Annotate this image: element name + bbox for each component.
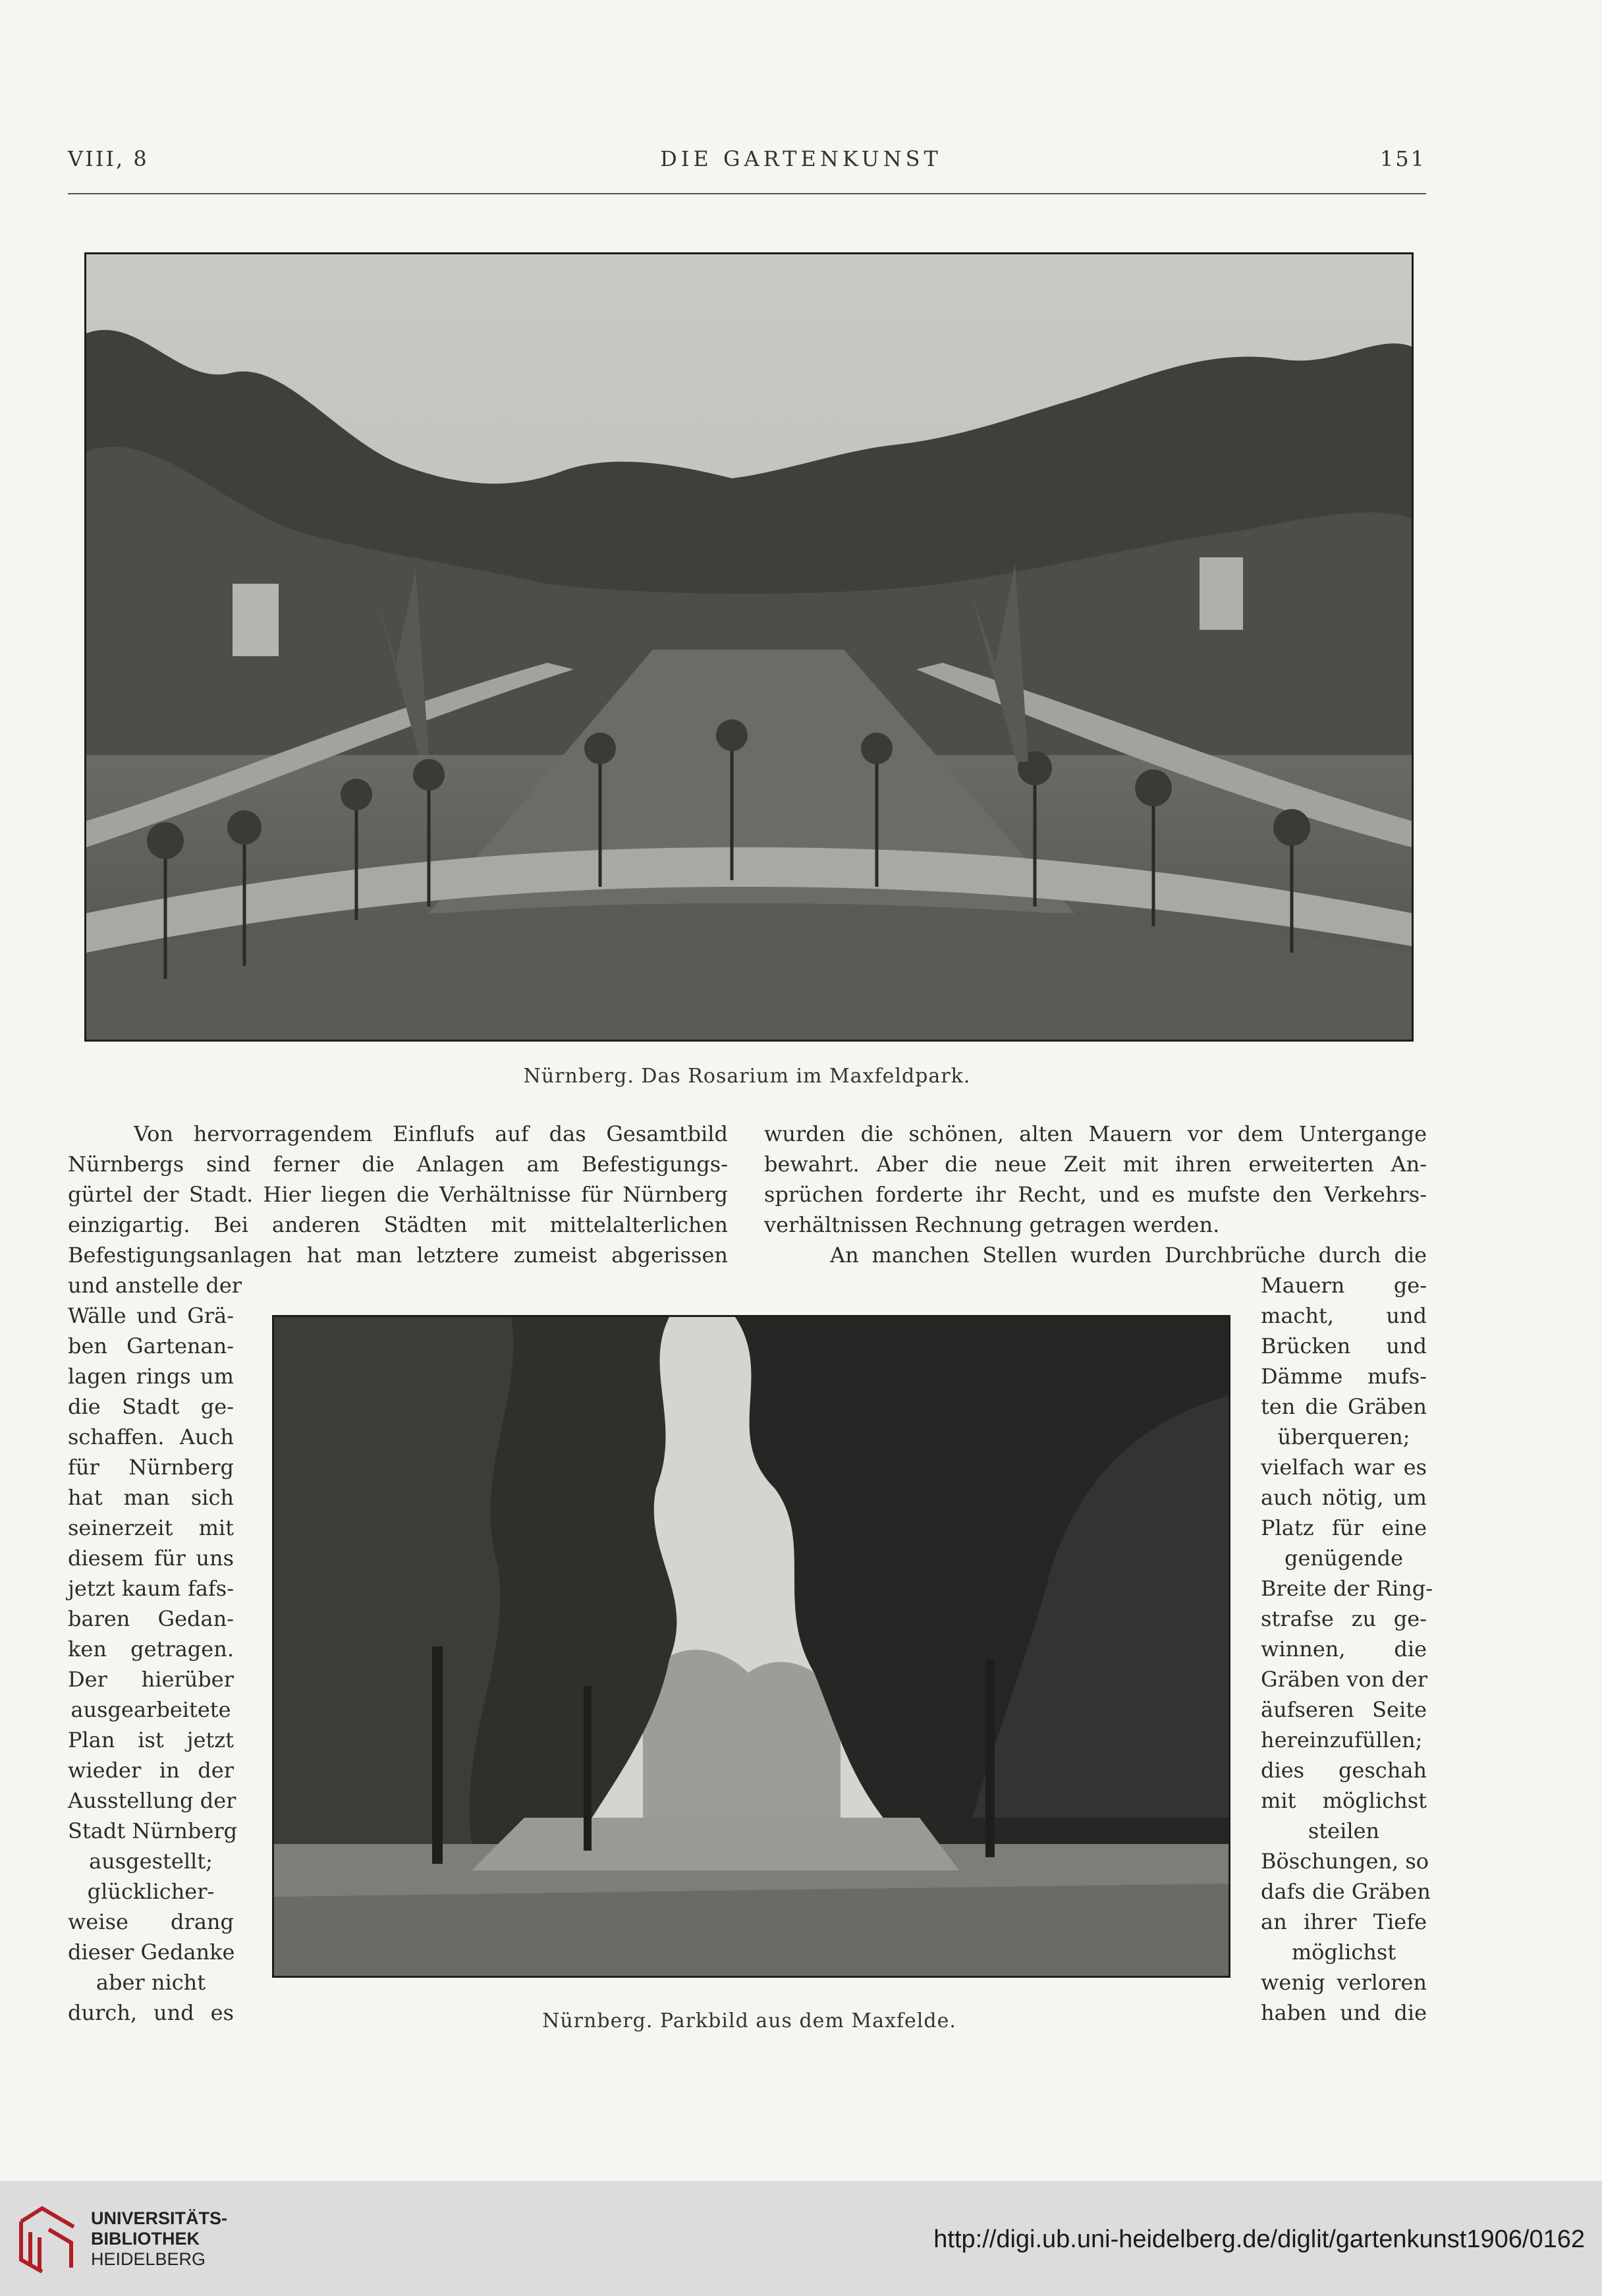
text-line: die Stadt ge- — [68, 1394, 234, 1419]
park-caption: Nürnberg. Parkbild aus dem Maxfelde. — [542, 2009, 956, 2032]
text-line: Nürnbergs sind ferner die Anlagen am Befestigungs- — [68, 1152, 728, 1177]
text-column-right — [764, 1119, 1427, 1270]
page-number: 151 — [1379, 146, 1426, 171]
narrow-column-left — [68, 1270, 242, 2028]
library-footer — [0, 2181, 1602, 2296]
text-line: aber nicht — [96, 1970, 206, 1995]
text-line: Befestigungsanlagen hat man letztere zumeist abgerissen — [68, 1243, 728, 1268]
text-line: dafs die Gräben — [1261, 1879, 1431, 1904]
text-line: Mauern ge- — [1261, 1273, 1427, 1298]
text-line: jetzt kaum fafs- — [68, 1576, 234, 1601]
park-photo-image — [274, 1317, 1229, 1976]
library-name-line1: UNIVERSITÄTS- — [91, 2208, 228, 2228]
text-line: genügende — [1284, 1546, 1404, 1571]
text-line: ben Gartenan- — [68, 1333, 234, 1358]
text-line: hereinzufüllen; — [1261, 1727, 1423, 1752]
journal-title: DIE GARTENKUNST — [660, 146, 942, 171]
text-line: Stadt Nürnberg — [68, 1818, 238, 1843]
text-line: gürtel der Stadt. Hier liegen die Verhältnisse für Nürnberg — [68, 1182, 728, 1207]
text-line: glücklicher- — [87, 1879, 215, 1904]
text-line: Platz für eine — [1261, 1515, 1427, 1540]
text-line: strafse zu ge- — [1261, 1606, 1427, 1631]
text-line: ausgearbeitete — [70, 1697, 231, 1722]
header-rule — [68, 193, 1426, 194]
text-line: Böschungen, so — [1261, 1849, 1429, 1874]
text-line: schaffen. Auch — [68, 1424, 234, 1449]
volume-number: VIII, 8 — [68, 146, 149, 171]
text-line: und anstelle der — [68, 1273, 242, 1298]
text-line: Ausstellung der — [68, 1788, 236, 1813]
park-photo — [272, 1315, 1230, 1978]
text-line: einzigartig. Bei anderen Städten mit mittelalterlichen — [68, 1212, 728, 1237]
text-line: überqueren; — [1277, 1424, 1410, 1449]
rosarium-caption: Nürnberg. Das Rosarium im Maxfeldpark. — [523, 1065, 971, 1088]
text-line: bewahrt. Aber die neue Zeit mit ihren erweiterten An- — [764, 1152, 1427, 1177]
text-line: mit möglichst — [1261, 1788, 1427, 1813]
text-line: vielfach war es — [1261, 1455, 1427, 1480]
text-line: möglichst — [1291, 1940, 1396, 1965]
text-line: diesem für uns — [68, 1546, 234, 1571]
text-line: äufseren Seite — [1261, 1697, 1427, 1722]
library-name — [91, 2208, 227, 2270]
rosarium-photo — [84, 252, 1414, 1042]
text-line: Wälle und Grä- — [68, 1303, 234, 1328]
text-line: ausgestellt; — [89, 1849, 213, 1874]
text-line: dies geschah — [1261, 1758, 1427, 1783]
text-line: an ihrer Tiefe — [1261, 1909, 1427, 1934]
text-line: Gräben von der — [1261, 1667, 1427, 1692]
library-logo-icon — [16, 2203, 79, 2276]
text-column-left — [68, 1119, 728, 1270]
rosarium-photo-image — [86, 254, 1412, 1040]
text-line: dieser Gedanke — [68, 1940, 235, 1965]
library-name-line2: BIBLIOTHEK — [91, 2229, 200, 2249]
text-line: lagen rings um — [68, 1364, 234, 1389]
text-line: Von hervorragendem Einflufs auf das Gesamtbild — [134, 1121, 728, 1146]
text-line: An manchen Stellen wurden Durchbrüche durch die — [830, 1243, 1427, 1268]
text-line: steilen — [1308, 1818, 1380, 1843]
text-line: Breite der Ring- — [1261, 1576, 1433, 1601]
text-line: haben und die — [1261, 2000, 1427, 2025]
text-line: macht, und — [1261, 1303, 1427, 1328]
text-line: Der hierüber — [68, 1667, 234, 1692]
library-name-line3: HEIDELBERG — [91, 2249, 206, 2269]
text-line: für Nürnberg — [68, 1455, 234, 1480]
text-line: winnen, die — [1261, 1637, 1427, 1662]
text-line: auch nötig, um — [1261, 1485, 1427, 1510]
text-line: seinerzeit mit — [68, 1515, 234, 1540]
narrow-column-right — [1261, 1270, 1433, 2028]
text-line: wenig verloren — [1261, 1970, 1427, 1995]
text-line: Plan ist jetzt — [68, 1727, 234, 1752]
text-line: ken getragen. — [68, 1637, 234, 1662]
text-line: wieder in der — [68, 1758, 234, 1783]
permalink-url[interactable]: http://digi.ub.uni-heidelberg.de/diglit/gartenkunst1906/0162 — [933, 2226, 1585, 2253]
text-line: durch, und es — [68, 2000, 234, 2025]
text-line: weise drang — [68, 1909, 234, 1934]
text-line: baren Gedan- — [68, 1606, 234, 1631]
text-line: Brücken und — [1261, 1333, 1427, 1358]
text-line: hat man sich — [68, 1485, 234, 1510]
text-line: wurden die schönen, alten Mauern vor dem Untergange — [764, 1121, 1427, 1146]
text-line: sprüchen forderte ihr Recht, und es mufste den Verkehrs- — [764, 1182, 1427, 1207]
text-line: Dämme mufs- — [1261, 1364, 1427, 1389]
text-line: ten die Gräben — [1261, 1394, 1427, 1419]
text-line: verhältnissen Rechnung getragen werden. — [764, 1212, 1220, 1237]
